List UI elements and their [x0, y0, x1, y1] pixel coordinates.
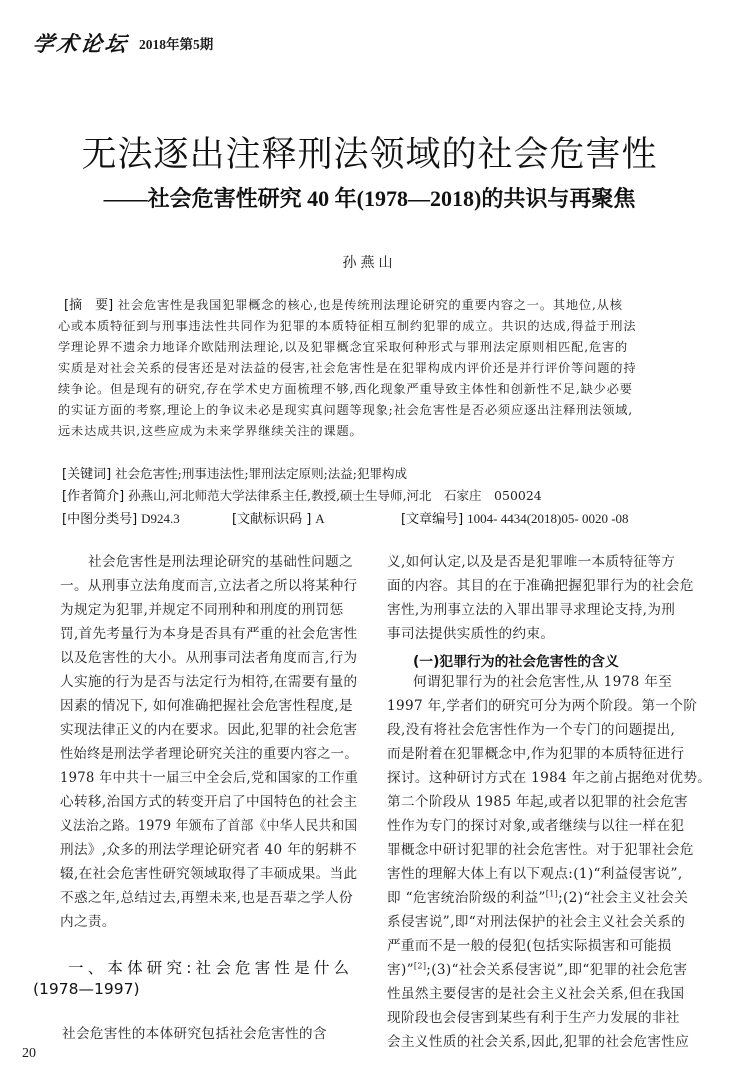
abstract-line: 心或本质特征到与刑事违法性共同作为犯罪的本质特征相互制约犯罪的成立。共识的达成,得益于刑法 — [58, 319, 637, 333]
journal-logo: 学术论坛 — [31, 31, 131, 56]
article-no-label: [文章编号] — [401, 512, 464, 527]
body-line: 以及危害性的大小。从刑事司法者角度而言,行为 — [60, 650, 358, 666]
running-header — [33, 30, 213, 56]
body-line: 系侵害说”,即“对刑法保护的社会主义社会关系的 — [387, 914, 686, 930]
body-line: 性作为专门的探讨对象,或者继续与以往一样在犯 — [387, 818, 685, 834]
body-line: 面的内容。其目的在于准确把握犯罪行为的社会危 — [387, 578, 694, 594]
body-line: 刑法》,众多的刑法学理论研究者 40 年的躬耕不 — [60, 842, 357, 858]
body-text: 即 “危害统治阶级的利益” — [387, 890, 546, 906]
abstract-label: [摘 要] — [64, 298, 114, 313]
section-heading-years: (1978—1997) — [33, 980, 140, 998]
body-line: 人实施的行为是否与法定行为相符,在需要有量的 — [60, 674, 358, 690]
author-info-row — [62, 486, 542, 507]
section-heading: 一、本体研究:社会危害性是什么 — [68, 959, 354, 977]
body-line: 内之责。 — [60, 914, 116, 930]
doc-code-row — [232, 509, 325, 530]
abstract-text: 社会危害性是我国犯罪概念的核心,也是传统刑法理论研究的重要内容之一。其地位,从核 — [117, 298, 623, 312]
clc-row — [62, 509, 180, 530]
body-line: 一。从刑事立法角度而言,立法者之所以将某种行 — [60, 578, 358, 594]
abstract-line — [64, 295, 712, 315]
body-line: 何谓犯罪行为的社会危害性,从 1978 年至 — [413, 674, 673, 690]
body-line — [387, 958, 712, 982]
citation-ref[interactable]: [2] — [413, 961, 427, 971]
body-line: 而是附着在犯罪概念中,作为犯罪的本质特征进行 — [387, 746, 685, 762]
body-line: 罚,首先考量行为本身是否具有严重的社会危害性 — [60, 626, 358, 642]
body-line: 1978 年中共十一届三中全会后,党和国家的工作重 — [60, 770, 359, 786]
body-line: 义,如何认定,以及是否是犯罪唯一本质特征等方 — [387, 554, 676, 570]
body-line: 社会危害性的本体研究包括社会危害性的含 — [62, 1026, 327, 1042]
abstract-line: 续争论。但是现有的研究,存在学术史方面梳理不够,西化现象严重导致主体性和创新性不足,缺少必要 — [58, 382, 633, 396]
body-line: 性始终是刑法学者理论研究关注的重要内容之一。 — [60, 746, 358, 762]
subsection-heading: (一)犯罪行为的社会危害性的含义 — [413, 654, 619, 670]
body-text: 害)” — [387, 962, 414, 978]
author-name: 孙燕山 — [342, 255, 397, 271]
body-line: 为规定为犯罪,并规定不同刑种和刑度的刑罚惩 — [60, 602, 344, 618]
clc-value: D924.3 — [141, 511, 180, 526]
article-subtitle: ——社会危害性研究 40 年(1978—2018)的共识与再聚焦 — [103, 186, 636, 211]
body-line: 义法治之路。1979 年颁布了首部《中华人民共和国 — [60, 818, 358, 834]
body-line: 因素的情况下, 如何准确把握社会危害性程度,是 — [60, 698, 353, 714]
author-info-label: [作者简介] — [62, 489, 125, 504]
body-line: 实现法律正义的内在要求。因此,犯罪的社会危害 — [60, 722, 358, 738]
body-line: 性虽然主要侵害的是社会主义社会关系,但在我国 — [387, 986, 685, 1002]
abstract-line: 的实证方面的考察,理论上的争议未必是现实真问题等现象;社会危害性是否必须应逐出注释刑法领域, — [58, 403, 634, 417]
article-no-value: 1004- 4434(2018)05- 0020 -08 — [467, 511, 629, 526]
body-line: 严重而不是一般的侵犯(包括实际损害和可能损 — [387, 938, 672, 954]
page-number: 20 — [22, 1046, 36, 1061]
body-line: 探讨。这种研讨方式在 1984 年之前占据绝对优势。 — [387, 770, 712, 786]
body-line: 会主义性质的社会关系,因此,犯罪的社会危害性应 — [387, 1034, 690, 1050]
body-line: 害性,为刑事立法的入罪出罪寻求理论支持,为刑 — [387, 602, 676, 618]
abstract-line: 实质是对社会关系的侵害还是对法益的侵害,社会危害性是在犯罪构成内评价还是并行评价等问题的持 — [58, 361, 637, 375]
body-line: 现阶段也会侵害到某些有利于生产力发展的非社 — [387, 1010, 680, 1026]
body-line: 段,没有将社会危害性作为一个专门的问题提出, — [387, 722, 676, 738]
body-line: 事司法提供实质性的约束。 — [387, 626, 555, 642]
body-line: 第二个阶段从 1985 年起,或者以犯罪的社会危害 — [387, 794, 688, 810]
body-line: 1997 年,学者们的研究可分为两个阶段。第一个阶 — [387, 698, 698, 714]
body-line: 辍,在社会危害性研究领域取得了丰硕成果。当此 — [60, 866, 358, 882]
body-line: 社会危害性是刑法理论研究的基础性问题之 — [88, 554, 353, 570]
body-line: 不惑之年,总结过去,再塑未来,也是吾辈之学人份 — [60, 890, 353, 906]
body-line: 罪概念中研讨犯罪的社会危害性。对于犯罪社会危 — [387, 842, 694, 858]
doc-code-label: [文献标识码 ] — [232, 512, 312, 527]
doc-code-value: A — [315, 511, 325, 526]
keywords-value: 社会危害性;刑事违法性;罪刑法定原则;法益;犯罪构成 — [115, 466, 407, 481]
abstract-line: 远未达成共识,这些应成为未来学界继续关注的课题。 — [58, 424, 363, 438]
body-text: ;(2)“社会主义社会关 — [558, 890, 689, 906]
citation-ref[interactable]: [1] — [545, 889, 559, 899]
keywords-row — [62, 464, 407, 485]
author-info-value: 孙燕山,河北师范大学法律系主任,教授,硕士生导师,河北 石家庄 050024 — [128, 488, 542, 503]
clc-label: [中图分类号] — [62, 512, 138, 527]
article-no-row — [401, 509, 629, 530]
keywords-label: [关键词] — [62, 467, 112, 482]
article-title: 无法逐出注释刑法领域的社会危害性 — [81, 135, 658, 175]
abstract-line: 学理论界不遗余力地译介欧陆刑法理论,以及犯罪概念宜采取何种形式与罪刑法定原则相匹配,危害的 — [58, 340, 629, 354]
body-line: 害性的理解大体上有以下观点:(1)“利益侵害说”, — [387, 866, 683, 882]
body-line — [387, 886, 712, 910]
body-line: 心转移,治国方式的转变开启了中国特色的社会主 — [60, 794, 358, 810]
issue-label: 2018年第5期 — [139, 37, 214, 52]
body-text: ;(3)“社会关系侵害说”,即“犯罪的社会危害 — [426, 962, 688, 978]
